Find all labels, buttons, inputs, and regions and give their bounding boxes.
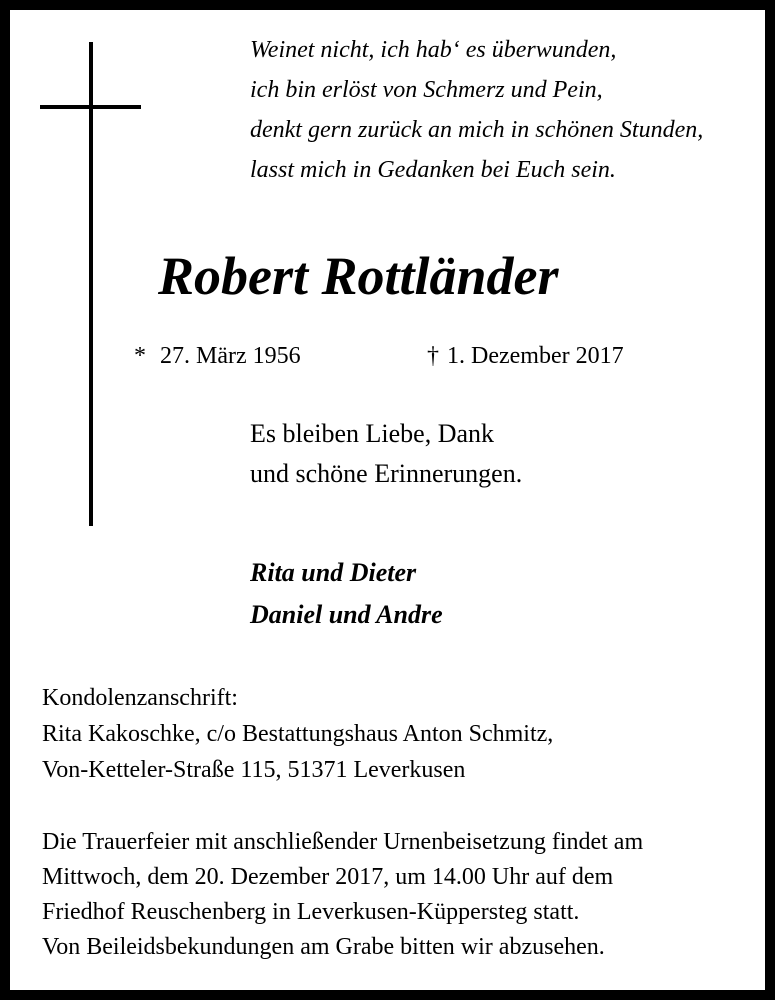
- address-line-2: Von-Ketteler-Straße 115, 51371 Leverkusen: [42, 757, 466, 783]
- cross-vertical-bar: [89, 42, 93, 526]
- memorial-quote: [250, 414, 522, 494]
- deceased-name: Robert Rottländer: [158, 246, 559, 306]
- birth-star-icon: *: [134, 343, 146, 369]
- birth-date: 27. März 1956: [160, 343, 301, 369]
- mourners-list: [250, 552, 443, 636]
- poem-line-1: Weinet nicht, ich hab‘ es überwunden,: [250, 37, 617, 63]
- mourner-2: Daniel und Andre: [250, 600, 443, 629]
- ceremony-line-2: Mittwoch, dem 20. Dezember 2017, um 14.00 Uhr auf dem: [42, 864, 614, 890]
- ceremony-line-4: Von Beileidsbekundungen am Grabe bitten wir abzusehen.: [42, 934, 605, 960]
- poem-line-4: lasst mich in Gedanken bei Euch sein.: [250, 157, 616, 183]
- quote-line-1: Es bleiben Liebe, Dank: [250, 419, 495, 448]
- mourner-1: Rita und Dieter: [250, 558, 417, 587]
- cross-horizontal-bar: [40, 105, 141, 109]
- address-label: Kondolenzanschrift:: [42, 685, 238, 711]
- condolence-address: [42, 680, 553, 788]
- poem-line-3: denkt gern zurück an mich in schönen Stunden,: [250, 117, 704, 143]
- poem: [250, 30, 703, 190]
- death-date: 1. Dezember 2017: [447, 343, 624, 369]
- birth-info: [134, 340, 301, 372]
- address-line-1: Rita Kakoschke, c/o Bestattungshaus Anton Schmitz,: [42, 721, 554, 747]
- ceremony-line-3: Friedhof Reuschenberg in Leverkusen-Küppersteg statt.: [42, 899, 580, 925]
- ceremony-info: [42, 825, 643, 965]
- death-info: [427, 340, 624, 372]
- death-dagger-icon: †: [427, 343, 439, 369]
- quote-line-2: und schöne Erinnerungen.: [250, 459, 523, 488]
- poem-line-2: ich bin erlöst von Schmerz und Pein,: [250, 77, 603, 103]
- ceremony-line-1: Die Trauerfeier mit anschließender Urnenbeisetzung findet am: [42, 829, 644, 855]
